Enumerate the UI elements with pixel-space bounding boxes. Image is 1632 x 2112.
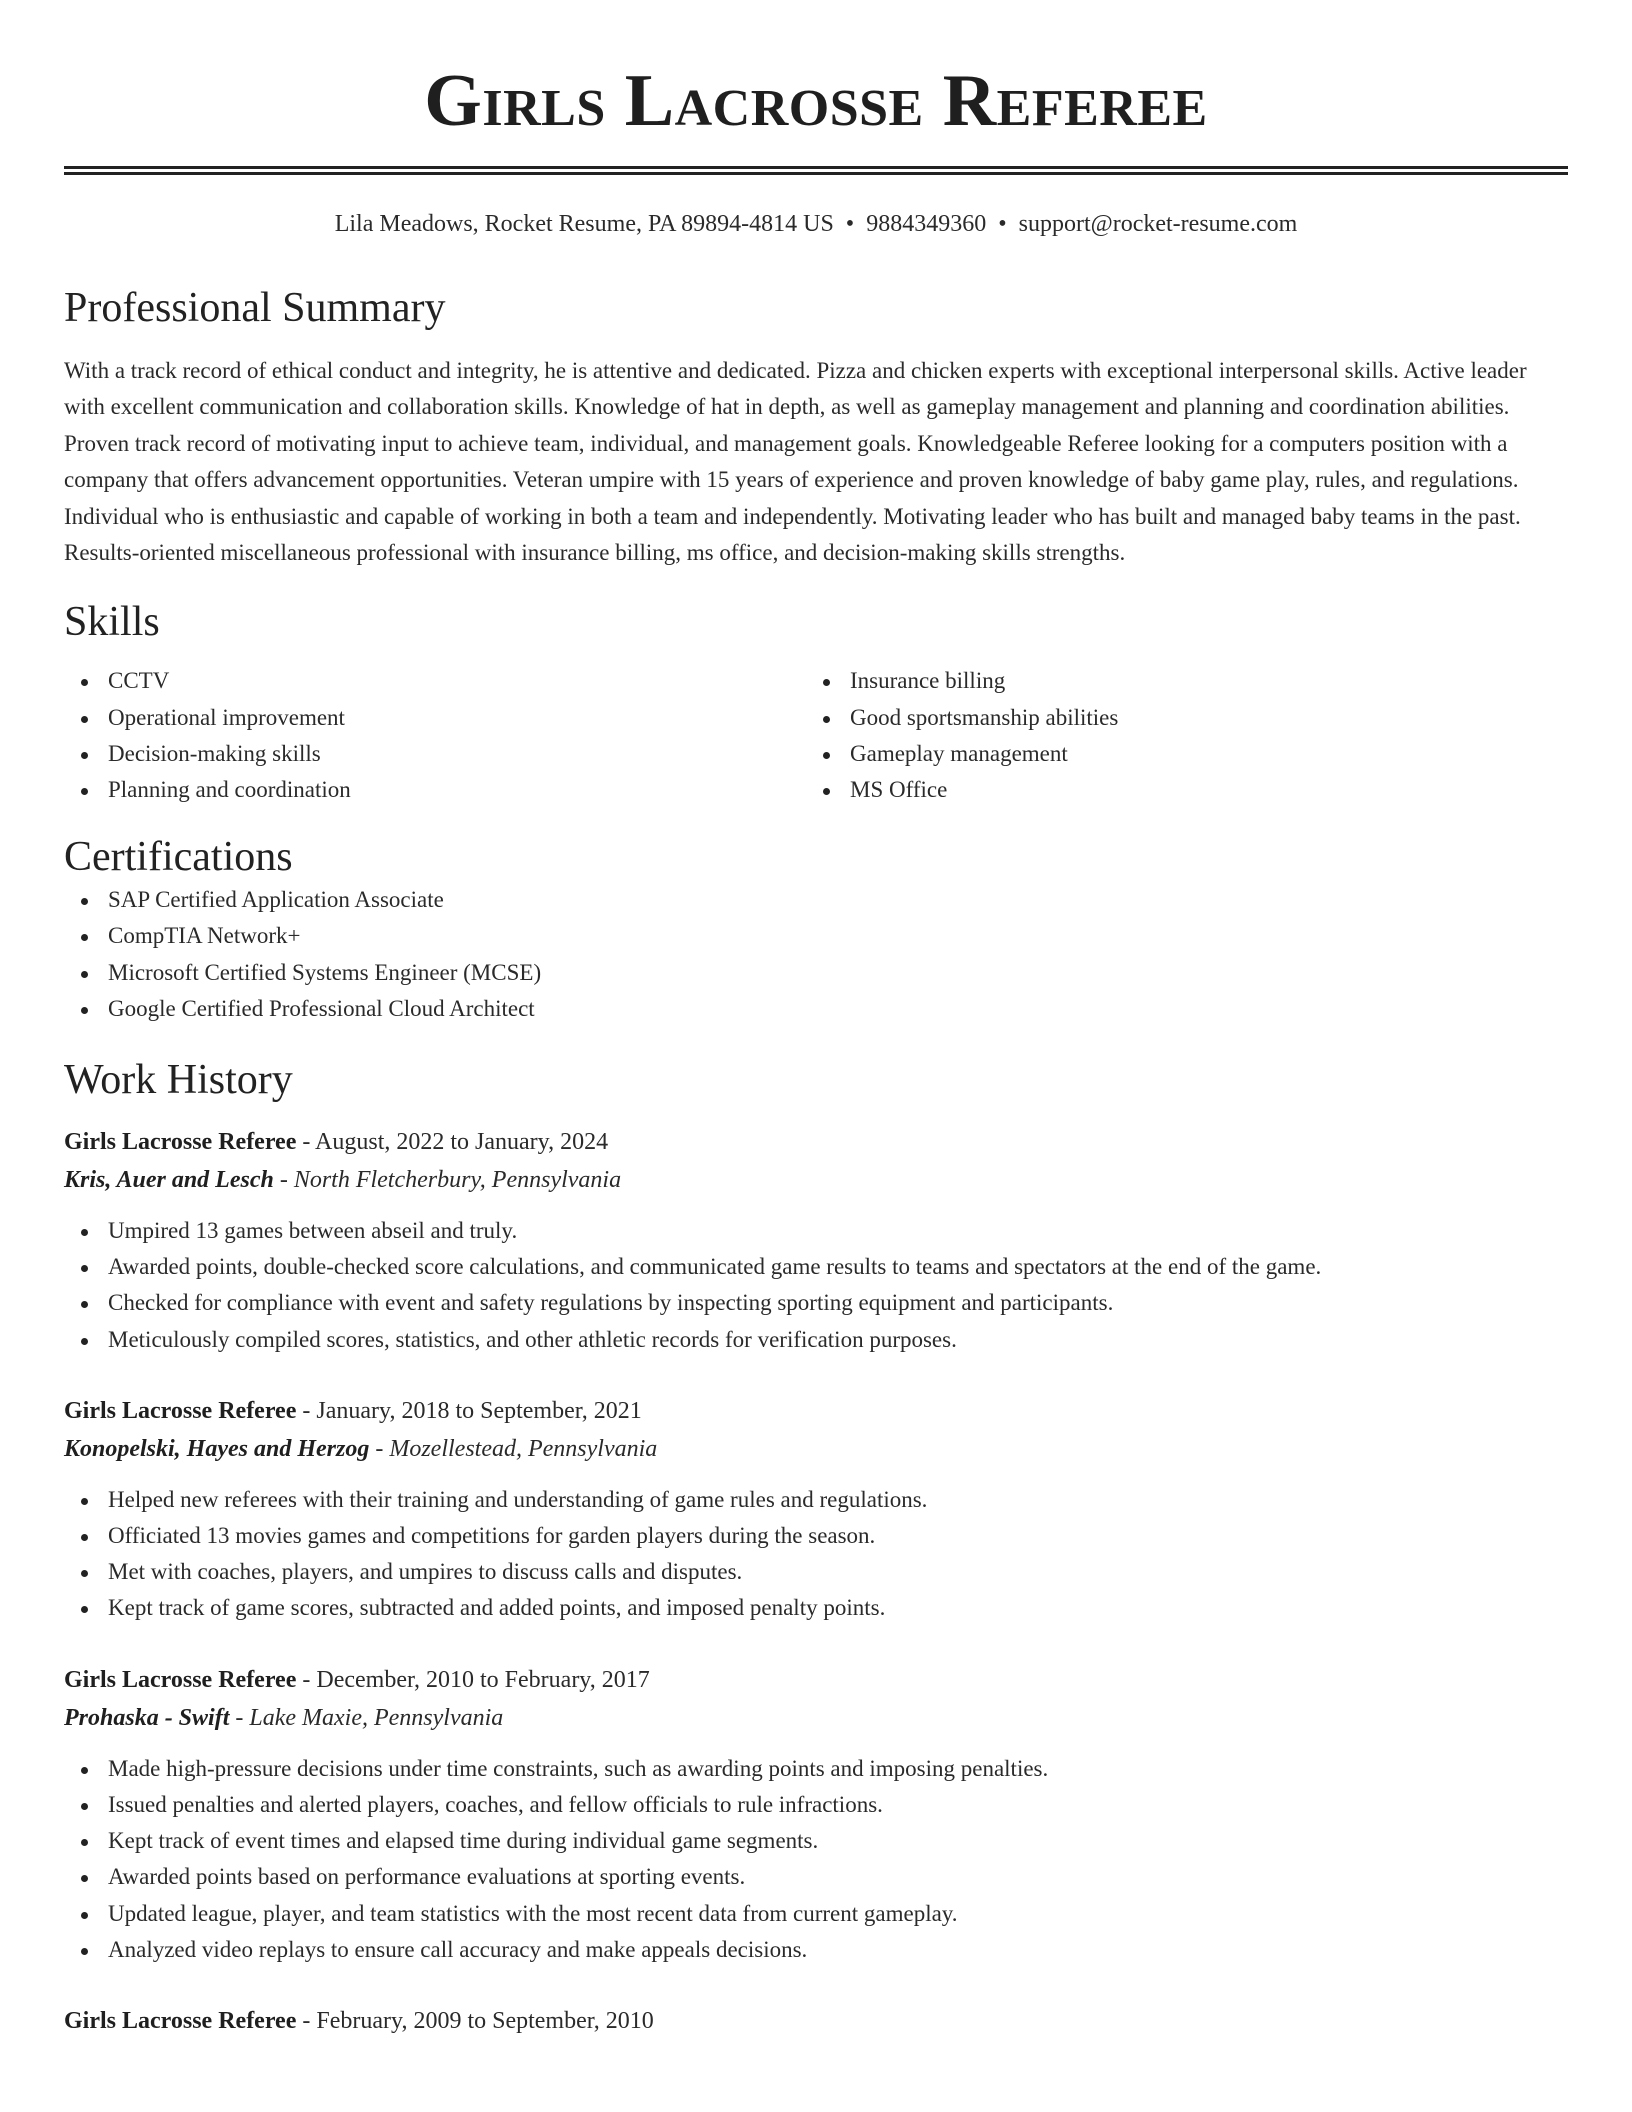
certification-item: SAP Certified Application Associate: [64, 882, 1568, 918]
duty-item: Made high-pressure decisions under time constraints, such as awarding points and imposing penalties.: [64, 1751, 1568, 1787]
duty-item: Issued penalties and alerted players, coaches, and fellow officials to rule infractions.: [64, 1787, 1568, 1823]
job-title: Girls Lacrosse Referee: [64, 1397, 297, 1424]
work-history-section: [64, 1055, 1568, 2040]
skill-item: Good sportsmanship abilities: [806, 700, 1548, 736]
job-employer-line: Kris, Auer and Lesch - North Fletcherbury, Pennsylvania: [64, 1167, 622, 1194]
duty-item: Analyzed video replays to ensure call accuracy and make appeals decisions.: [64, 1932, 1568, 1968]
work-history-heading: Work History: [64, 1057, 293, 1104]
duty-item: Met with coaches, players, and umpires to discuss calls and disputes.: [64, 1554, 1568, 1590]
job-dates: January, 2018 to September, 2021: [316, 1397, 642, 1424]
job-employer-line: Prohaska - Swift - Lake Maxie, Pennsylvania: [64, 1704, 504, 1731]
skill-item: Insurance billing: [806, 663, 1548, 699]
certification-item: Google Certified Professional Cloud Architect: [64, 991, 1568, 1027]
duty-item: Umpired 13 games between abseil and truly.: [64, 1213, 1568, 1249]
duty-item: Awarded points based on performance evaluations at sporting events.: [64, 1859, 1568, 1895]
job-duties: [64, 1482, 1568, 1627]
duty-item: Kept track of game scores, subtracted and added points, and imposed penalty points.: [64, 1590, 1568, 1626]
summary-section: [64, 283, 1568, 571]
skill-item: Operational improvement: [64, 700, 806, 736]
job-location: Mozellestead, Pennsylvania: [389, 1435, 658, 1462]
job-title-line: Girls Lacrosse Referee - February, 2009 to September, 2010: [64, 2007, 654, 2034]
job-title-line: Girls Lacrosse Referee - December, 2010 to February, 2017: [64, 1666, 650, 1693]
contact-separator: •: [998, 211, 1007, 237]
skills-heading: Skills: [64, 599, 160, 646]
skill-item: Gameplay management: [806, 736, 1548, 772]
certification-item: Microsoft Certified Systems Engineer (MCSE): [64, 955, 1568, 991]
contact-email: support@rocket-resume.com: [1018, 211, 1298, 237]
contact-line: [64, 209, 1568, 239]
skill-item: Decision-making skills: [64, 736, 806, 772]
job-location: North Fletcherbury, Pennsylvania: [293, 1167, 622, 1194]
job-entry: [64, 1661, 1568, 1968]
job-employer: Kris, Auer and Lesch: [64, 1167, 274, 1194]
job-employer-line: Konopelski, Hayes and Herzog - Mozellestead, Pennsylvania: [64, 1435, 658, 1462]
duty-item: Meticulously compiled scores, statistics, and other athletic records for verification purposes.: [64, 1322, 1568, 1358]
certifications-section: [64, 832, 1568, 1027]
job-duties: [64, 1213, 1568, 1358]
duty-item: Kept track of event times and elapsed time during individual game segments.: [64, 1823, 1568, 1859]
contact-phone: 9884349360: [866, 211, 987, 237]
summary-heading: Professional Summary: [64, 285, 446, 331]
resume-page: [64, 0, 1568, 2040]
job-title-line: Girls Lacrosse Referee - August, 2022 to January, 2024: [64, 1129, 609, 1156]
job-entry: [64, 1392, 1568, 1627]
skills-list-left: [64, 663, 806, 808]
job-title: Girls Lacrosse Referee: [64, 2007, 297, 2034]
skill-item: CCTV: [64, 663, 806, 699]
skills-list-right: [806, 663, 1548, 808]
duty-item: Officiated 13 movies games and competitions for garden players during the season.: [64, 1518, 1568, 1554]
job-entry: [64, 2002, 1568, 2040]
skills-section: [64, 597, 1568, 808]
skill-item: Planning and coordination: [64, 772, 806, 808]
duty-item: Updated league, player, and team statistics with the most recent data from current gameplay.: [64, 1896, 1568, 1932]
duty-item: Checked for compliance with event and safety regulations by inspecting sporting equipment and participants.: [64, 1285, 1568, 1321]
job-title: Girls Lacrosse Referee: [64, 1666, 297, 1693]
job-employer: Konopelski, Hayes and Herzog: [64, 1435, 370, 1462]
job-duties: [64, 1751, 1568, 1968]
job-dates: February, 2009 to September, 2010: [316, 2007, 654, 2034]
job-title: Girls Lacrosse Referee: [64, 1129, 297, 1156]
job-location: Lake Maxie, Pennsylvania: [249, 1704, 504, 1731]
job-dates: December, 2010 to February, 2017: [316, 1666, 650, 1693]
contact-separator: •: [845, 211, 855, 237]
certifications-list: [64, 882, 1568, 1027]
job-entry: [64, 1123, 1568, 1358]
job-title-line: Girls Lacrosse Referee - January, 2018 to September, 2021: [64, 1397, 642, 1424]
certifications-heading: Certifications: [64, 834, 293, 881]
duty-item: Awarded points, double-checked score calculations, and communicated game results to teams and spectators at the end of the game.: [64, 1249, 1568, 1285]
job-employer: Prohaska - Swift: [64, 1704, 230, 1731]
summary-text: With a track record of ethical conduct and integrity, he is attentive and dedicated. Pizza and chicken experts with exceptional interpersonal skills. Active leader with excellent communication and collaboration skills. Knowledge of hat in depth, as well as gameplay management and planning and coordination abilities. Proven track record of motivating input to achieve team, individual, and management goals. Knowledgeable Referee looking for a computers position with a company that offers advancement opportunities. Veteran umpire with 15 years of experience and proven knowledge of baby game play, rules, and regulations. Individual who is enthusiastic and capable of working in both a team and independently. Motivating leader who has built and managed baby teams in the past. Results-oriented miscellaneous professional with insurance billing, ms office, and decision-making skills strengths.: [64, 358, 1527, 566]
contact-address: Lila Meadows, Rocket Resume, PA 89894-4814 US: [334, 211, 834, 237]
duty-item: Helped new referees with their training and understanding of game rules and regulations.: [64, 1482, 1568, 1518]
skills-columns: [64, 663, 1568, 808]
certification-item: CompTIA Network+: [64, 918, 1568, 954]
resume-title: Girls Lacrosse Referee: [424, 60, 1208, 142]
skill-item: MS Office: [806, 772, 1548, 808]
title-divider: [64, 166, 1568, 175]
job-dates: August, 2022 to January, 2024: [315, 1129, 609, 1156]
